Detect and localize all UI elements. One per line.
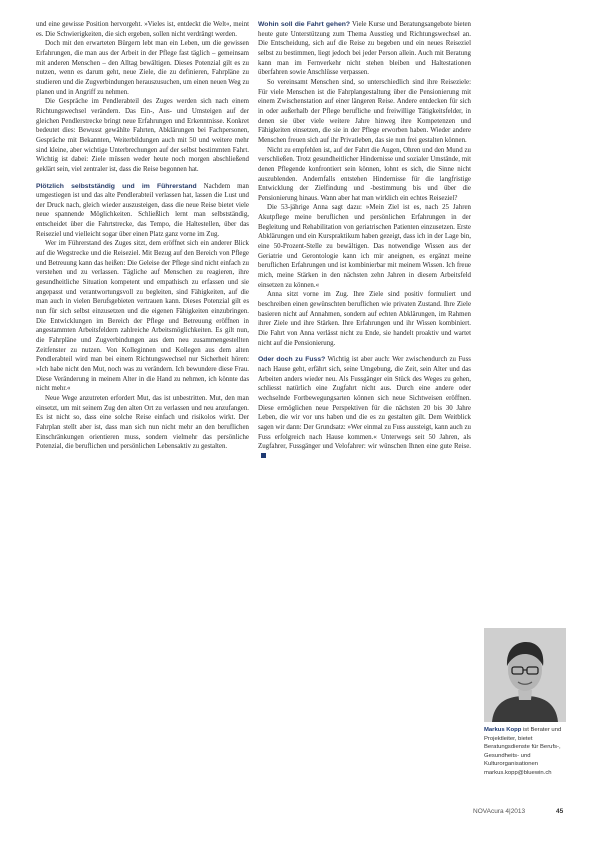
- article-end-marker: [261, 453, 266, 458]
- journal-footer: NOVAcura 4|2013: [473, 808, 526, 815]
- body-paragraph: Neue Wege anzutreten erfordert Mut, das ist unbestritten. Mut, den man einsetzt, um mit seinem Zug den alten Ort zu verlassen und neu anzufangen. Es ist nicht so, dass eine solche Reise einfach und risikolos wirkt. Der Fahrplan stellt aber ist, dass man sich nun nicht mehr an den beruflichen Einschränkungen orientieren muss, sondern vielmehr das persönliche Potenzial, die beruflichen und persönlichen Lebensaktiv zu gestalten.: [36, 394, 249, 451]
- section-heading: Wohin soll die Fahrt gehen?: [258, 21, 351, 28]
- body-paragraph: Die 53-jährige Anna sagt dazu: »Mein Ziel ist es, nach 25 Jahren Akutpflege meine beruflichen und persönlichen Erfahrungen in der Begleitung und Rehabilitation von geriatrischen Patienten einzusetzen. Erste Abklärungen und ein Kurspraktikum haben gezeigt, dass ich in der Lage bin, eine 50-Prozent-Stelle zu bewältigen. Das notwendige Wissen aus der Geriatrie und Gerontologie kann ich mir aneignen, es ergänzt meine beruflichen Erfahrungen und ist kombinierbar mit meinem Wissen. Ich freue mich, meine Stärken in den nächsten zehn Jahren in diesem Arbeitsfeld einsetzen zu können.«: [258, 204, 471, 289]
- body-paragraph: So vereinsamt Menschen sind, so unterschiedlich sind ihre Reiseziele: Für viele Menschen ist die Fahrplangestaltung über die Pensionierung mit einem Zwischenstation auf einer längeren Reise. Andere entdecken für sich in oder außerhalb der Pflege berufliche und freiwillige Tätigkeitsfelder, in denen sie über viele weitere Jahre hinweg ihre Kompetenzen und Fähigkeiten einsetzen, die sie in der Pflege erworben haben. Wieder andere Menschen freuen sich auf ihr Privatleben, das sie nun frei gestalten können.: [258, 78, 471, 144]
- body-paragraph: Anna sitzt vorne im Zug. Ihre Ziele sind positiv formuliert und beschreiben einen gewünschten beruflichen wie privaten Zustand. Ihre Ziele basieren nicht auf Annahmen, sondern auf echten Abklärungen, im Rahmen ihrer Ziele und ihre Stärken. Ihre Erfahrungen und ihr Wissen kombiniert. Die Fahrt von Anna verlässt nicht zu Ende, sie handelt proaktiv und wartet nicht auf die Pensionierung.: [258, 291, 471, 347]
- article-column-right: [258, 20, 471, 462]
- section-heading: Plötzlich selbstständig und im Führerstand: [36, 182, 197, 190]
- author-name: Markus Kopp: [484, 727, 522, 733]
- section-paragraph: [258, 20, 471, 78]
- section-text: Nachdem man umgestiegen ist und das alte Pendlerabteil verlassen hat, lassen die Lust und der Druck nach, gleich wieder auszusteigen, dass die neue Reise bietet viele neue spannende Möglichkeiten. Schließlich lernt man selbstständig, entscheidet über die Fahrtstrecke, das Tempo, die Haltestellen, über das Reiseziel und vielleicht sogar über einen Platz ganz vorne im Zug.: [36, 182, 249, 238]
- page-number: 45: [556, 808, 564, 815]
- article-column-left: [36, 20, 249, 452]
- body-paragraph: Doch mit den erwarteten Bürgern lebt man ein Leben, um die gewissen Erfahrungen, die man aus der Arbeit in der Pflege fast täglich – gemeinsam mit anderen Menschen – den Alltag bewältigen. Dieses Potenzial gilt es zu nutzen, wenn es darum geht, neue Ziele, die zu definieren, Fahrpläne zu studieren und die Zugverbindungen herauszusuchen, um einen neuen Weg zu planen und in Angriff zu nehmen.: [36, 40, 249, 96]
- author-description: ist Berater und Projektleiter, bietet Beratungsdienste für Berufs-, Gesundheits- und Kulturorganisationen: [484, 727, 562, 768]
- author-caption: [484, 726, 570, 777]
- body-paragraph: Die Gespräche im Pendlerabteil des Zuges werden sich nach einem Richtungswechsel verändern. Das Ein-, Aus- und Umsteigen auf der gleichen Pendlerstrecke bringt neue Erfahrungen und Erkenntnisse. Konkret bedeutet dies: Bewusst gewählte Fahrten, Abklärungen bei Fachpersonen, Gespräche mit Bekannten, Weiterbildungen auch mit 50 und weitere mehr sind kleine, aber wichtige Unterbrechungen auf der selbst bestimmten Fahrt. Wichtig ist dabei: Ziele müssen weder heute noch morgen abschließend geklärt sein, viel zentraler ist, dass die Reise begonnen hat.: [36, 98, 249, 173]
- section-heading: Oder doch zu Fuss?: [258, 356, 326, 364]
- section-paragraph: [36, 182, 249, 240]
- author-photo: [484, 628, 566, 722]
- section-text: Wichtig ist aber auch: Wer zwischendurch zu Fuss nach Hause geht, erfährt sich, seine Umgebung, die Zeit, sein Alter und das Arbeiten anders wieder neu. Als Fussgänger ein Stück des Weges zu gehen, schliesst natürlich eine Zugfahrt nicht aus. Durch eine andere oder wechselnde Fortbewegungsarten können sich neue Sichtweisen eröffnen. Diese ermöglichen neue Perspektiven für die nächsten 20 bis 30 Jahre Leben, die wir vor uns haben und die es zu gestalten gilt. Dem Weitblick sagen wir dann: Der Grundsatz: »Wer einmal zu Fuss aussteigt, kann auch zu Fuss erfolgreich nach Hause kommen.« Unterwegs seit 50 Jahren, als Zugfahrer, Fussgänger und Velofahrer: wir wünschen Ihnen eine gute Reise.: [258, 356, 471, 451]
- body-paragraph: Wer im Führerstand des Zuges sitzt, dem eröffnet sich ein anderer Blick auf die Wegstrecke und die Reiseziel. Mit Bezug auf den Bereich von Pflege und Betreuung kann das heißen: Die Geleise der Pflege sind nicht einfach zu verstehen und zu verlassen. Tägliche auf Menschen zu reagieren, ihre gesundheitliche Situation kompetent und empathisch zu erfassen und sie angepasst und verantwortungsvoll zu begleiten, sind Fähigkeiten, auf die man auch in vielen Berufsgebieten vertrauen kann. Dieses Potenzial gilt es nun für sich selbst einzusetzen und die eigenen Fähigkeiten einzubringen. Die Entwicklungen im Bereich der Pflege und Betreuung eröffnen in angestammten Arbeitsfeldern zahlreiche Arbeitsmöglichkeiten. Es gilt nun, die Fahrpläne und Zugverbindungen aus dem neu zusammengestellten Zeitfenster zu nutzen. Von Kolleginnen und Kollegen aus dem alten Pendlerabteil wird man bei einem Richtungswechsel nur Sicherheit hören: »Ich habe nicht den Mut, noch was zu verändern. Ich bewundere diese Frau. Diese Veränderung in meinem Alter in die Hand zu nehmen, ich könnte das nicht mehr.«: [36, 240, 249, 393]
- body-paragraph: Nicht zu empfehlen ist, auf der Fahrt die Augen, Ohren und den Mund zu verschließen. Trotz gesundheitlicher Hindernisse und sozialer Umstände, mit denen Pflegende konfrontiert sein können, lohnt es sich, die Sinne nicht auszublenden. Andernfalls entstehen Hindernisse für die langfristige Entwicklung der Zielfindung und -bestimmung bis und über die Pensionierung hinaus. Wann aber hat man wirklich ein echtes Reiseziel?: [258, 146, 471, 202]
- body-paragraph: und eine gewisse Position hervorgeht. »Vieles ist, entdeckt die Welt«, meint es. Die Schwierigkeiten, die sich ergeben, sollen nicht verdrängt werden.: [36, 21, 249, 38]
- author-email: markus.kopp@bluewin.ch: [484, 769, 552, 776]
- author-portrait-image: [484, 628, 566, 722]
- section-text: Viele Kurse und Beratungsangebote bieten heute gute Unterstützung zum Thema Ausstieg und Richtungswechsel an. Die Entscheidung, sich auf die Reise zu begeben und ein neues Reiseziel selbst zu bestimmen, liegt jedoch bei jeder Person allein. Auch mit Beratung kann man im Fernverkehr nicht stehen bleiben und Haltestationen überfahren sowie Anschlüsse verpassen.: [258, 21, 471, 77]
- section-paragraph: [258, 355, 471, 461]
